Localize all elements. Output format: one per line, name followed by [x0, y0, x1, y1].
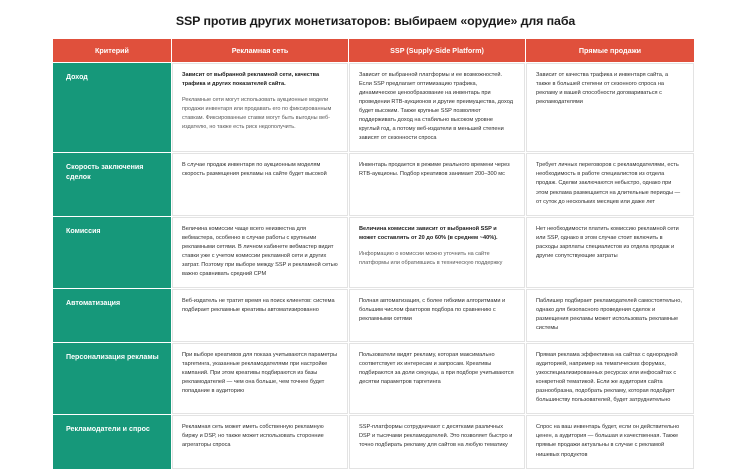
cell-body-text: Зависит от качества трафика и инвентаря сайта, а также в большей степени от сезонного спроса на рекламу и вашей способности договариваться с рекламодателями: [536, 72, 669, 106]
cell-body-text: Зависит от выбранной платформы и ее возможностей. Если SSP предлагает оптимизацию трафика, динамическое ценообразование на инвентарь при проведении RTB-аукционов и другие преимущества, доход будет высоким. Также крупные SSP позволяют поддерживать доход на стабильно высоком уровне круглый год, а потому веб-издатели в меньшей степени зависят от сезонности спроса: [359, 72, 513, 142]
cell-direct-sales: [526, 415, 694, 468]
cell-ad-network: [172, 415, 348, 468]
column-header-ad-network: Рекламная сеть: [172, 39, 348, 62]
cell-body-text: Паблишер подбирает рекламодателей самостоятельно, однако для безопасного проведения сделок и размещения рекламы может использовать рекламные системы: [536, 297, 682, 332]
cell-lead-text: Зависит от выбранной рекламной сети, качества трафика и других показателей сайта.: [182, 72, 320, 88]
comparison-table: [52, 38, 695, 470]
cell-body-text: Величина комиссии чаще всего неизвестна для вебмастера, особенно в случае работы с крупными рекламными сетями. В личном кабинете вебмастер видит ставки уже с учетом комиссии рекламной сети и других затрат. Поэтому при выборе между SSP и рекламной сетью важно сравнивать средний CPM: [182, 225, 338, 277]
cell-direct-sales: [526, 153, 694, 215]
cell-body-text: Рекламные сети могут использовать аукционные модели продажи инвентаря или продавать его по фиксированным ставкам. Фиксированные ставки могут быть выгодны веб-издателю, но также есть риск недополучить.: [182, 97, 332, 130]
table-row: [53, 415, 694, 468]
cell-body-text: Прямая реклама эффективна на сайтах с однородной аудиторией, например на тематических форумах, узкоспециализированных ресурсах или инфосайтах с конкретной тематикой. Если же аудитория сайта разнообразна, подобрать рекламу, которая подойдет большинству пользователей, будет затруднительно: [536, 352, 678, 404]
cell-direct-sales: [526, 63, 694, 152]
table-row: [53, 63, 694, 152]
cell-ssp: [349, 153, 525, 215]
table-body: [53, 63, 694, 469]
cell-body-text: Рекламная сеть может иметь собственную рекламную биржу и DSP, но также может использовать сторонние агрегаторы спроса: [182, 424, 324, 449]
cell-ad-network: [172, 153, 348, 215]
cell-direct-sales: [526, 343, 694, 414]
cell-body-text: Инвентарь продается в режиме реального времени через RTB-аукционы. Подбор креативов занимает 200–300 мс: [359, 162, 510, 178]
row-criterion-label: Доход: [53, 63, 171, 152]
row-criterion-label: Комиссия: [53, 217, 171, 288]
cell-body-text: Пользователи видят рекламу, которая максимально соответствует их интересам и запросам. Креативы подбираются за доли секунды, а при подборе учитываются десятки параметров таргетинга: [359, 352, 514, 386]
cell-body-text: Веб-издатель не тратит время на поиск клиентов: система подбирает рекламные креативы автоматизированно: [182, 297, 335, 313]
comparison-table-wrapper: [52, 38, 692, 470]
table-row: [53, 343, 694, 414]
column-header-ssp: SSP (Supply-Side Platform): [349, 39, 525, 62]
cell-body-text: Нет необходимости платить комиссию рекламной сети или SSP, однако в этом случае стоит включить в расходы зарплаты специалистов из отдела продаж и другие сопутствующие затраты: [536, 225, 679, 259]
cell-ad-network: [172, 343, 348, 414]
cell-lead-text: Величина комиссии зависит от выбранной SSP и может составлять от 20 до 60% (в среднем ~40%).: [359, 225, 498, 241]
cell-direct-sales: [526, 217, 694, 288]
cell-ssp: [349, 63, 525, 152]
page-title: SSP против других монетизаторов: выбираем «орудие» для паба: [175, 14, 576, 28]
cell-ssp: [349, 217, 525, 288]
row-criterion-label: Персонализация рекламы: [53, 343, 171, 414]
table-row: [53, 289, 694, 342]
column-header-direct-sales: Прямые продажи: [526, 39, 694, 62]
cell-ad-network: [172, 217, 348, 288]
cell-body-text: Полная автоматизация, с более гибкими алгоритмами и большим числом факторов подбора по сравнению с рекламными сетями: [359, 297, 506, 322]
cell-body-text: Спрос на ваш инвентарь будет, если он действительно ценен, а аудитория — большая и качественная. Также прямые продажи актуальны в случае с рекламой нишевых продуктов: [536, 424, 680, 458]
cell-body-text: SSP-платформы сотрудничают с десятками различных DSP и тысячами рекламодателей. Это позволяет быстро и точно подбирать рекламу для сайтов на любую тематику: [359, 424, 513, 449]
cell-body-text: В случае продаж инвентаря по аукционным моделям скорость размещения рекламы на сайте будет высокой: [182, 162, 327, 178]
cell-ssp: [349, 289, 525, 342]
cell-body-text: Требует личных переговоров с рекламодателями, есть необходимость в работе специалистов из отдела продаж. Сделки заключаются небыстро, однако при этом реклама размещается на длительные периоды — от суток до нескольких месяцев или даже лет: [536, 162, 681, 205]
row-criterion-label: Рекламодатели и спрос: [53, 415, 171, 468]
cell-ssp: [349, 415, 525, 468]
table-row: [53, 153, 694, 215]
cell-ad-network: [172, 289, 348, 342]
table-header-row: [53, 39, 694, 62]
row-criterion-label: Автоматизация: [53, 289, 171, 342]
cell-body-text: Информацию о комиссии можно уточнить на сайте платформы или обратившись в техническую поддержку: [359, 250, 503, 266]
table-row: [53, 217, 694, 288]
cell-ad-network: [172, 63, 348, 152]
column-header-criterion: Критерий: [53, 39, 171, 62]
row-criterion-label: Скорость заключения сделок: [53, 153, 171, 215]
cell-direct-sales: [526, 289, 694, 342]
cell-body-text: При выборе креативов для показа учитываются параметры таргетинга, указанные рекламодателями при настройке кампаний. При этом креативы подбираются из базы рекламодателей — чем она больше, чем точнее будет попадание в аудиторию: [182, 352, 338, 395]
cell-ssp: [349, 343, 525, 414]
table-header: [53, 39, 694, 62]
